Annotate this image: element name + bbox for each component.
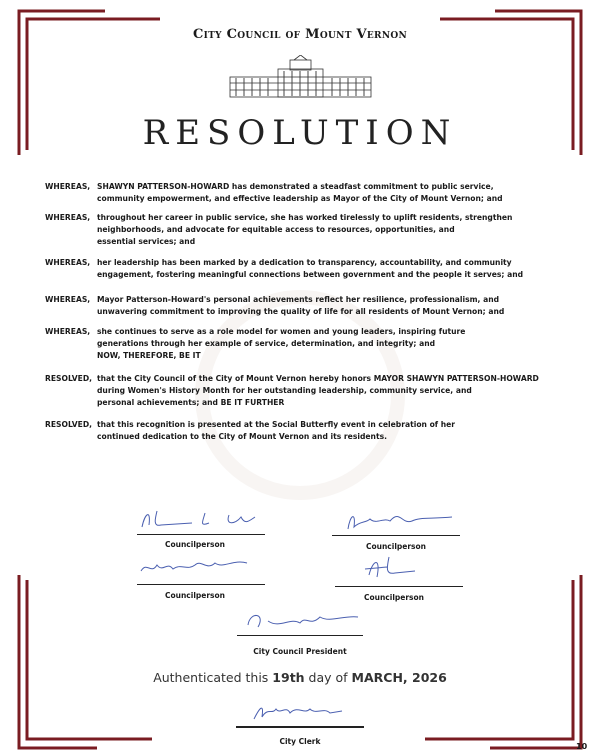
clause-label: WHEREAS,	[45, 182, 91, 191]
clause-segment: generations through her example of service, determination, and integrity; and	[97, 339, 436, 349]
signature-clerk	[250, 697, 350, 725]
clause-line	[97, 326, 565, 338]
clause-segment: Mayor Patterson-Howard's personal achievements reflect her resilience, professionalism, and	[97, 295, 500, 304]
signature-line	[137, 584, 265, 585]
councilperson-label: Councilperson	[363, 593, 425, 602]
clause-label: RESOLVED,	[45, 374, 93, 383]
clause-segment: personal achievements; and	[97, 398, 221, 408]
authentication-statement	[0, 670, 600, 685]
clause-text	[45, 326, 565, 363]
clause-label: RESOLVED,	[45, 420, 93, 429]
auth-middle: day of	[304, 670, 352, 685]
clause-segment: that the City Council of the City of Mount Vernon hereby honors	[97, 374, 374, 383]
clause-label: WHEREAS,	[45, 213, 91, 222]
clause-line	[97, 269, 565, 281]
clerk-label: City Clerk	[279, 737, 321, 746]
clause-line	[97, 257, 565, 269]
clause-line	[97, 193, 565, 205]
signature-line	[332, 535, 460, 536]
clause-segment: that this recognition is presented at the Social Butterfly event in celebration of her	[97, 420, 456, 429]
page-number: 10	[576, 742, 588, 751]
clause-line	[97, 236, 565, 248]
clause-line	[97, 373, 565, 385]
president-label: City Council President	[253, 647, 347, 656]
auth-prefix: Authenticated this	[153, 670, 273, 685]
clause-line	[97, 224, 565, 236]
clause	[45, 419, 565, 443]
clause-line	[97, 350, 565, 362]
emphasis-text: SHAWYN PATTERSON-HOWARD	[97, 182, 230, 191]
clause-segment: during Women's History Month for her outstanding leadership, community service, and	[97, 386, 472, 396]
emphasis-text: MAYOR SHAWYN PATTERSON-HOWARD	[373, 374, 539, 383]
councilperson-label: Councilperson	[164, 591, 226, 600]
clause-line	[97, 431, 565, 443]
signature-line	[236, 726, 364, 728]
signature-councilperson-3	[137, 553, 262, 583]
clause-label: WHEREAS,	[45, 295, 91, 304]
clause-label: WHEREAS,	[45, 258, 91, 267]
clause-segment: has demonstrated a steadfast commitment to public service,	[229, 182, 494, 191]
clause-segment: engagement, fostering meaningful connections between government and the people it serves; and	[97, 270, 524, 280]
clause-line	[97, 212, 565, 224]
clause-segment: neighborhoods, and advocate for equitable access to resources, opportunities, and	[97, 225, 455, 235]
clause-text	[45, 373, 565, 410]
clause-segment: throughout her career in public service, she has worked tirelessly to uplift residents, strengthen	[97, 213, 513, 222]
clause-line	[97, 419, 565, 431]
clause-text	[45, 294, 565, 318]
clause-line	[97, 181, 565, 193]
auth-date: MARCH, 2026	[351, 670, 447, 685]
signature-line	[237, 635, 363, 636]
clause	[45, 212, 565, 249]
councilperson-label: Councilperson	[164, 540, 226, 549]
clause	[45, 257, 565, 281]
clause-segment: she continues to serve as a role model for women and young leaders, inspiring future	[97, 327, 466, 336]
councilperson-label: Councilperson	[365, 542, 427, 551]
clause-segment: essential services; and	[97, 237, 196, 247]
clause-segment: unwavering commitment to improving the quality of life for all residents of Mount Vernon; and	[97, 307, 505, 317]
council-name: City Council of Mount Vernon	[192, 27, 408, 42]
clause-line	[97, 397, 565, 409]
emphasis-text: NOW, THEREFORE, BE IT	[97, 351, 201, 361]
clause	[45, 326, 565, 363]
signature-line	[137, 534, 265, 535]
clause-label: WHEREAS,	[45, 327, 91, 336]
clause-segment: community empowerment, and effective leadership as Mayor of the City of Mount Vernon; and	[97, 194, 503, 204]
clause-line	[97, 306, 565, 318]
clause	[45, 181, 565, 205]
clause-line	[97, 294, 565, 306]
clause-line	[97, 385, 565, 397]
emphasis-text: BE IT FURTHER	[220, 398, 285, 408]
signature-president	[240, 603, 365, 635]
clause-text	[45, 419, 565, 443]
signature-councilperson-4	[355, 553, 435, 583]
clause-line	[97, 338, 565, 350]
auth-day: 19th	[272, 670, 305, 685]
clause-text	[45, 257, 565, 281]
signature-councilperson-1	[137, 505, 262, 535]
clause-text	[45, 212, 565, 249]
document-title: RESOLUTION	[142, 113, 458, 153]
clause-segment: her leadership has been marked by a dedication to transparency, accountability, and community	[97, 258, 512, 267]
signature-line	[335, 586, 463, 587]
clause	[45, 294, 565, 318]
city-hall-illustration	[228, 55, 373, 99]
signature-councilperson-2	[340, 505, 460, 535]
clause-text	[45, 181, 565, 205]
clause-segment: continued dedication to the City of Mount Vernon and its residents.	[97, 432, 387, 442]
clause	[45, 373, 565, 410]
